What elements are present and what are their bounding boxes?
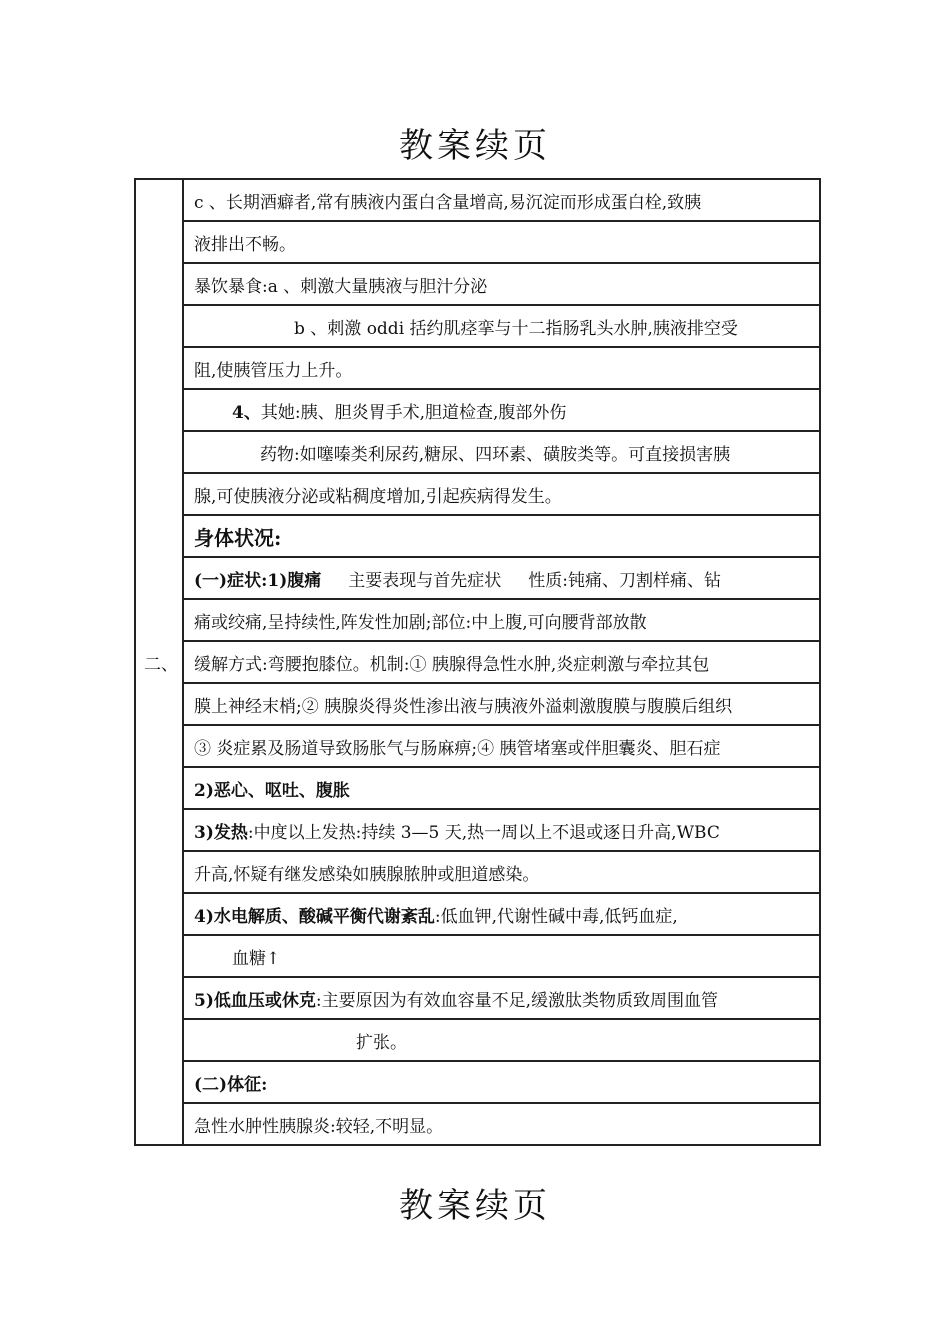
content-cell	[183, 1061, 820, 1103]
body-text: 液排出不畅。	[194, 234, 296, 255]
content-cell	[183, 767, 820, 809]
body-text: c 、长期酒癖者,常有胰液内蛋白含量增高,易沉淀而形成蛋白栓,致胰	[194, 192, 702, 213]
body-text: 缓解方式:弯腰抱膝位。机制:① 胰腺得急性水肿,炎症刺激与牵拉其包	[194, 654, 710, 675]
content-cell	[183, 725, 820, 767]
table-row	[135, 221, 820, 263]
table-row	[135, 1061, 820, 1103]
table-row	[135, 431, 820, 473]
page-footer-title: 教案续页	[399, 1186, 551, 1226]
content-cell	[183, 851, 820, 893]
content-cell	[183, 389, 820, 431]
table-row	[135, 851, 820, 893]
bold-label: 5)低血压或休克	[194, 990, 316, 1011]
table-row	[135, 893, 820, 935]
table-row	[135, 641, 820, 683]
content-cell	[183, 809, 820, 851]
table-row	[135, 305, 820, 347]
bold-label: 3)发热	[194, 822, 248, 843]
table-row	[135, 263, 820, 305]
content-cell	[183, 557, 820, 599]
body-text: 腺,可使胰液分泌或粘稠度增加,引起疾病得发生。	[194, 486, 562, 507]
table-row	[135, 473, 820, 515]
content-cell	[183, 977, 820, 1019]
content-cell	[183, 683, 820, 725]
body-text: 痛或绞痛,呈持续性,阵发性加剧;部位:中上腹,可向腰背部放散	[194, 612, 647, 633]
body-text: 急性水肿性胰腺炎:较轻,不明显。	[194, 1116, 444, 1137]
content-cell	[183, 179, 820, 221]
content-cell	[183, 473, 820, 515]
body-text: b 、刺激 oddi 括约肌痉挛与十二指肠乳头水肿,胰液排空受	[294, 318, 738, 339]
bold-label: (一)症状:1)腹痛	[194, 570, 322, 591]
table-row	[135, 809, 820, 851]
body-text: ③ 炎症累及肠道导致肠胀气与肠麻痹;④ 胰管堵塞或伴胆囊炎、胆石症	[194, 738, 721, 759]
table-row	[135, 977, 820, 1019]
body-text: 膜上神经末梢;② 胰腺炎得炎性渗出液与胰液外溢刺激腹膜与腹膜后组织	[194, 696, 733, 717]
body-text: 扩张。	[356, 1032, 407, 1053]
body-text: :中度以上发热:持续 3—5 天,热一周以上不退或逐日升高,WBC	[247, 822, 720, 843]
table-row	[135, 935, 820, 977]
content-cell	[183, 641, 820, 683]
table-row	[135, 725, 820, 767]
table-row	[135, 389, 820, 431]
page-title: 教案续页	[399, 126, 551, 166]
body-text: 阻,使胰管压力上升。	[194, 360, 353, 381]
content-cell	[183, 515, 820, 557]
bold-label: 2)恶心、呕吐、腹胀	[194, 780, 350, 801]
body-text: :主要原因为有效血容量不足,缓激肽类物质致周围血管	[315, 990, 719, 1011]
section-label: 二、	[135, 179, 183, 1145]
content-cell	[183, 893, 820, 935]
table-row	[135, 767, 820, 809]
content-cell	[183, 599, 820, 641]
table-row	[135, 347, 820, 389]
table-row	[135, 179, 820, 221]
table-row	[135, 557, 820, 599]
bold-label: (二)体征:	[194, 1074, 268, 1095]
bold-label: 4)水电解质、酸碱平衡代谢紊乱	[194, 906, 435, 927]
body-text: 暴饮暴食:a 、刺激大量胰液与胆汁分泌	[194, 276, 488, 297]
table-row	[135, 683, 820, 725]
content-cell	[183, 1103, 820, 1145]
content-cell	[183, 305, 820, 347]
content-cell	[183, 347, 820, 389]
body-text: 主要表现与首先症状 性质:钝痛、刀割样痛、钻	[321, 570, 721, 591]
body-text: 血糖↑	[232, 948, 281, 969]
content-cell	[183, 221, 820, 263]
content-cell	[183, 431, 820, 473]
content-cell	[183, 935, 820, 977]
table-row	[135, 1019, 820, 1061]
body-text: 升高,怀疑有继发感染如胰腺脓肿或胆道感染。	[194, 864, 540, 885]
body-text: 其她:胰、胆炎胃手术,胆道检查,腹部外伤	[260, 402, 567, 423]
content-cell	[183, 263, 820, 305]
section-heading: 身体状况:	[194, 525, 282, 550]
table-row	[135, 1103, 820, 1145]
table-row	[135, 599, 820, 641]
bold-label: 4、	[232, 402, 261, 423]
lesson-plan-table	[134, 178, 821, 1146]
body-text: 药物:如噻嗪类利尿药,糖尿、四环素、磺胺类等。可直接损害胰	[260, 444, 731, 465]
content-cell	[183, 1019, 820, 1061]
table-row	[135, 515, 820, 557]
body-text: :低血钾,代谢性碱中毒,低钙血症,	[434, 906, 678, 927]
